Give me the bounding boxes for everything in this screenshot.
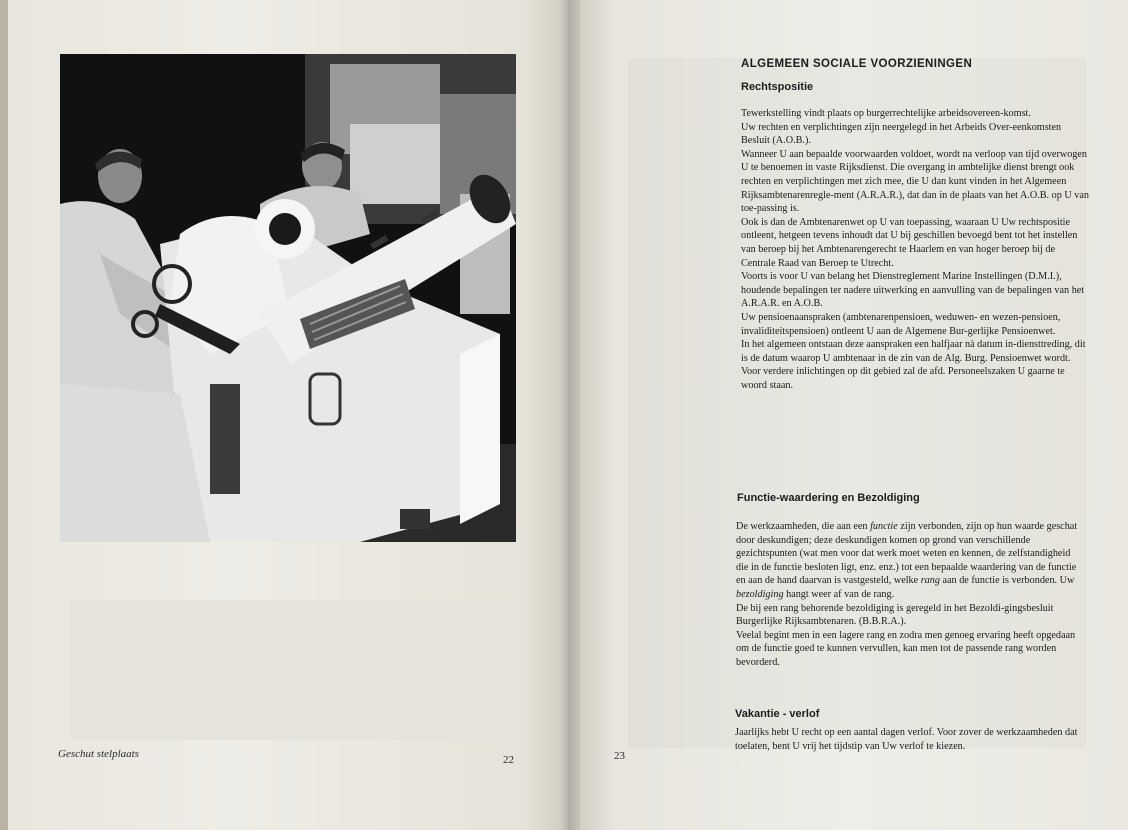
book-spine-shadow [560, 0, 580, 830]
paragraph: Voorts is voor U van belang het Dienstreglement Marine Instellingen (D.M.I.), houdende bepalingen ter nadere uitwerking en aanvulling van de bepalingen van het A.R.A.R. en A.O.B. [741, 271, 1085, 310]
faded-bleed-area [70, 600, 510, 740]
paragraph: Wanneer U aan bepaalde voorwaarden voldoet, wordt na verloop van tijd overwogen U te benoemen in vaste Rijksdienst. Die overgang in ambtelijke dienst brengt ook rechten en verplichtingen met zich mee, die U dan kunt vinden in het Algemeen Rijksambtenarenregle-ment (A.R.A.R.), dat dan in de plaats van het A.O.B. op U van toe-passing is. [741, 148, 1089, 215]
left-page-edge [0, 0, 8, 830]
italic-term: rang [920, 575, 940, 587]
section-body-rechtspositie [741, 107, 1089, 392]
paragraph: Veelal begint men in een lagere rang en zodra men genoeg ervaring heeft opgedaan om de functie goed te kunnen vervullen, kan men tot de passende rang worden bevorderd. [736, 629, 1076, 668]
paragraph: Jaarlijks hebt U recht op een aantal dagen verlof. Voor zover de werkzaamheden dat toelaten, bent U vrij het tijdstip van Uw verlof te kiezen. [735, 727, 1078, 752]
photo-illustration [60, 54, 516, 542]
page-number-left: 22 [503, 754, 514, 766]
paragraph: De bij een rang behorende bezoldiging is geregeld in het Bezoldi-gingsbesluit Burgerlijke Rijksambtenaren. (B.B.R.A.). [736, 602, 1054, 628]
section-heading-functie-waardering: Functie-waardering en Bezoldiging [737, 492, 920, 504]
paragraph: Uw pensioenaanspraken (ambtenarenpensioen, weduwen- en wezen-pensioen, invaliditeitspensioen) ontleent U aan de Algemene Bur-gerlijke Pensioenwet. [741, 311, 1061, 337]
text-run: zijn verbonden, zijn op hun waarde geschat door deskundigen; deze deskundigen komen op grond van verschillende gezichtspunten (wat men voor dat werk moet weten en kennen, de zelfstandigheid die in de functie besloten ligt, enz. enz.) tot een bepaalde waardering van de functie en aan de hand daarvan is vastgesteld, welke [736, 521, 1078, 587]
text-run: hangt weer af van de rang. [783, 588, 895, 600]
paragraph: Ook is dan de Ambtenarenwet op U van toepassing, waaraan U Uw rechtspositie ontleent, hetgeen tevens inhoudt dat U bij geschillen bevoegd bent tot het instellen van beroep bij het Ambtenarengerecht te Haarlem en van hoger beroep bij de Centrale Raad van Beroep te Utrecht. [741, 216, 1078, 269]
text-run: De werkzaamheden, die aan een [736, 521, 871, 532]
photo-caption: Geschut stelplaats [58, 748, 139, 760]
italic-term: bezoldiging [736, 588, 784, 600]
section-heading-rechtspositie: Rechtspositie [741, 81, 814, 93]
paragraph: In het algemeen ontstaan deze aanspraken een halfjaar nà datum in-diensttreding, dit is de datum waarop U ambtenaar in de zin van de Alg. Burg. Pensioenwet wordt. [741, 339, 1086, 364]
section-body-functie-waardering [736, 520, 1084, 670]
page-title: ALGEMEEN SOCIALE VOORZIENINGEN [741, 58, 973, 70]
paragraph: Uw rechten en verplichtingen zijn neergelegd in het Arbeids Over-eenkomsten Besluit (A.O.B.). [741, 121, 1062, 147]
section-body-vakantie-verlof [735, 726, 1083, 753]
paragraph: Voor verdere inlichtingen op dit gebied zal de afd. Personeelszaken U gaarne te woord staan. [741, 366, 1065, 391]
paragraph: Tewerkstelling vindt plaats op burgerrechtelijke arbeidsovereen-komst. [741, 108, 1031, 119]
section-heading-vakantie-verlof: Vakantie - verlof [735, 708, 820, 720]
page-number-right: 23 [614, 750, 625, 762]
paragraph [736, 520, 1084, 602]
gun-emplacement-photo [60, 54, 516, 542]
text-run: aan de functie is verbonden. Uw [939, 575, 1075, 587]
italic-term: functie [870, 521, 898, 532]
